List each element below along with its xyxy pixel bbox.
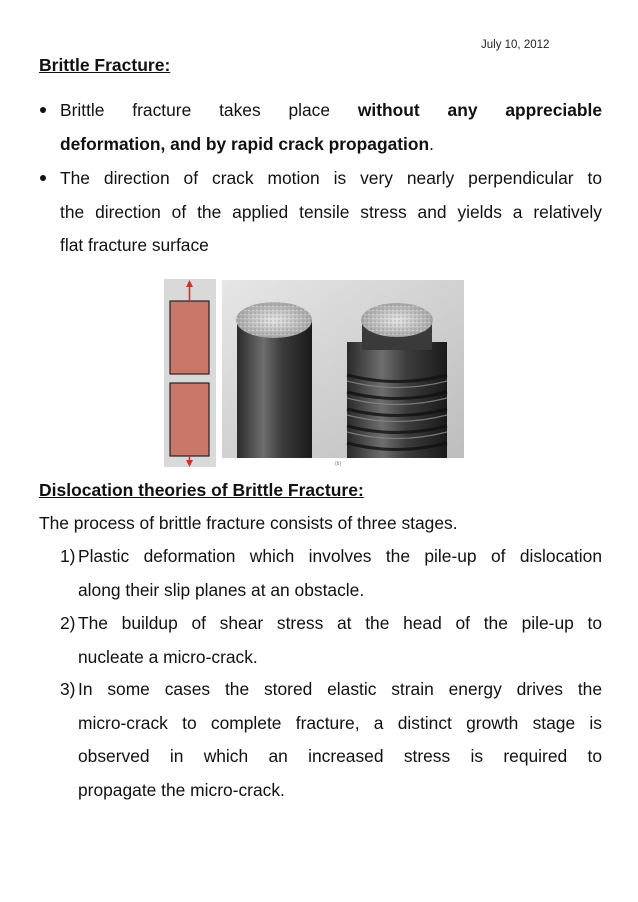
item-line: nucleate a micro-crack. [78,646,258,667]
bullet-line: flat fracture surface [60,235,209,255]
item-text [78,607,602,674]
bullet-dot-icon [40,175,46,181]
item-line: observed in which an increased stress is required to [78,746,602,766]
item-text [78,673,602,807]
item-number: 1) [60,546,76,566]
intro-paragraph: The process of brittle fracture consists of three stages. [39,513,458,533]
item-line: In some cases the stored elastic strain energy drives the [78,679,602,699]
header-date: July 10, 2012 [481,39,550,51]
bullet-line: the direction of the applied tensile stress and yields a relatively [60,201,602,222]
item-text [78,540,602,607]
item-number: 2) [60,613,76,633]
item-line: along their slip planes at an obstacle. [78,579,365,600]
item-line: Plastic deformation which involves the pile-up of dislocation [78,546,602,566]
bullet-line: Brittle fracture takes place without any appreciable [60,100,602,120]
item-line: propagate the micro-crack. [78,779,285,800]
item-line: micro-crack to complete fracture, a distinct growth stage is [78,712,602,733]
bullet-line: The direction of crack motion is very nearly perpendicular to [60,168,602,188]
figure-caption-mark: (b) [335,461,342,467]
bullet-text [60,162,602,263]
fracture-surface-photo [222,280,464,458]
item-line: The buildup of shear stress at the head of the pile-up to [78,613,602,633]
section-title-brittle-fracture: Brittle Fracture: [39,55,171,75]
bullet-line: deformation, and by rapid crack propagation. [60,133,434,154]
item-number: 3) [60,679,76,699]
brittle-fracture-schematic [164,279,216,467]
bullet-dot-icon [40,107,46,113]
bullet-text [60,94,602,161]
section-title-dislocation-theories: Dislocation theories of Brittle Fracture: [39,480,364,500]
